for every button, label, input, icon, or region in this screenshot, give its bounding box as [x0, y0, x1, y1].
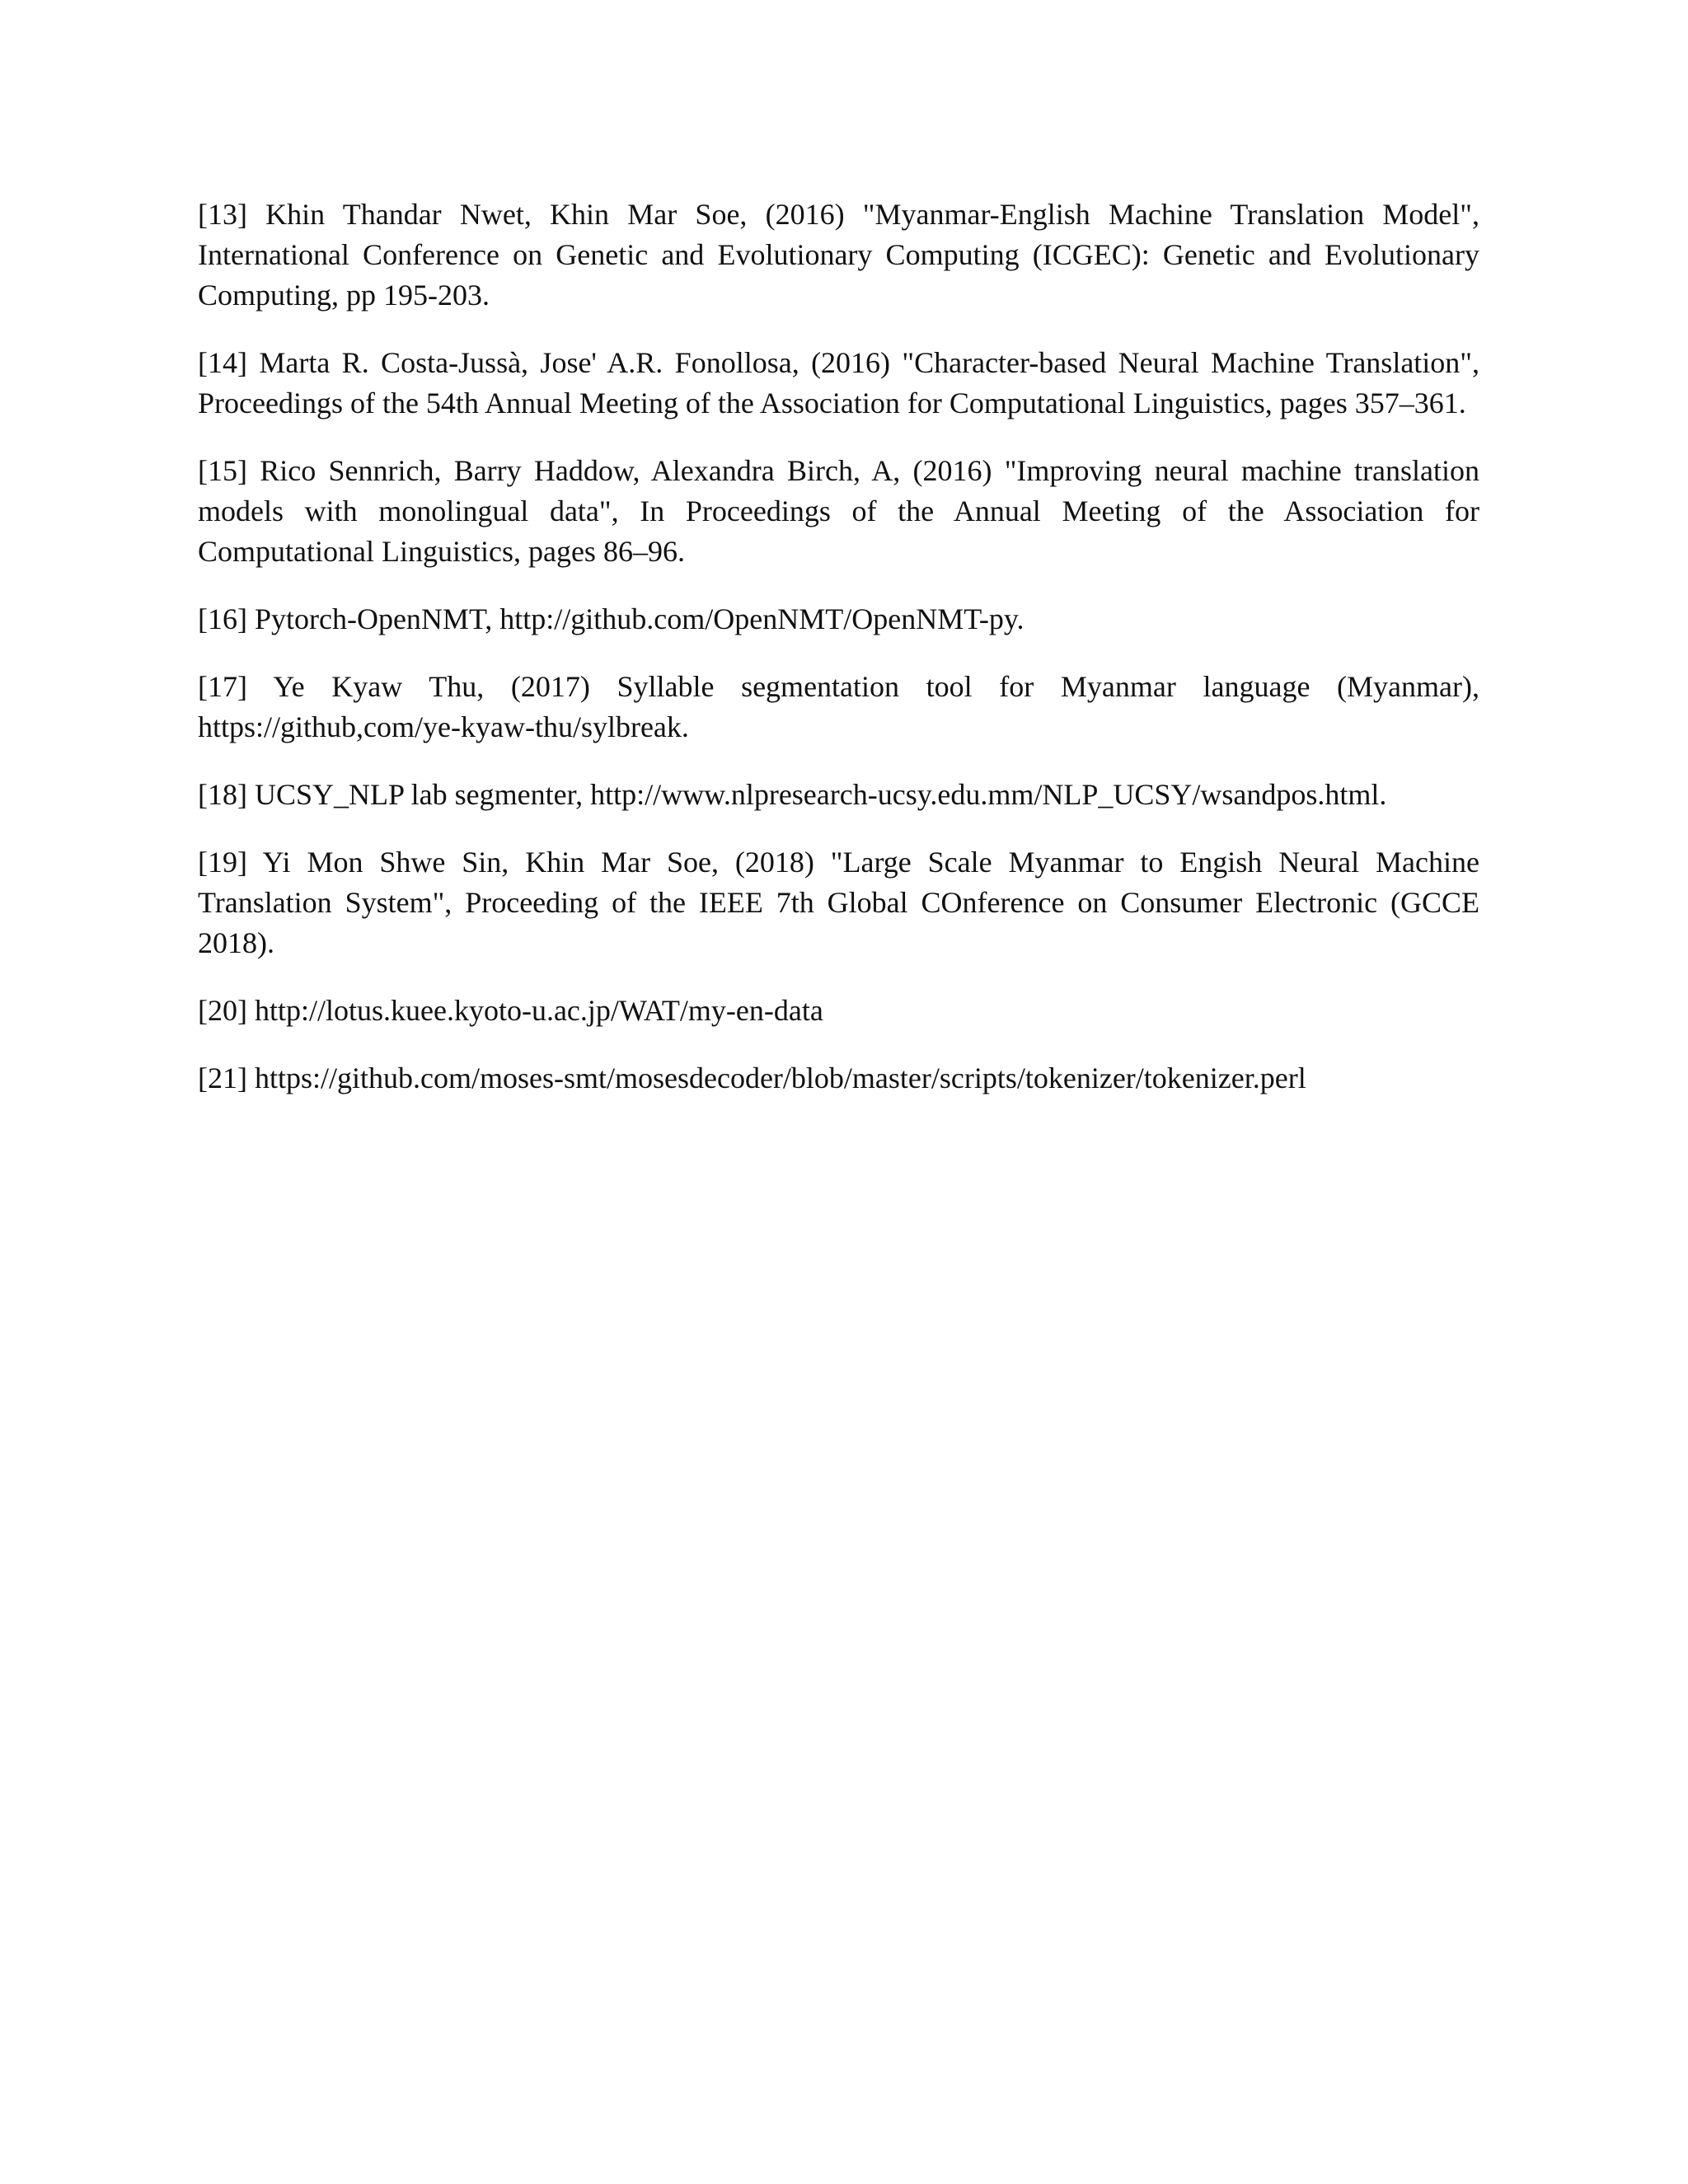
reference-14: [14] Marta R. Costa-Jussà, Jose' A.R. Fonollosa, (2016) "Character-based Neural Machine Translation", Proceedings of the 54th Annual Meeting of the Association for Computational Linguistics, pages 357–361. — [198, 346, 1479, 419]
reference-17: [17] Ye Kyaw Thu, (2017) Syllable segmentation tool for Myanmar language (Myanmar), https://github,com/ye-kyaw-thu/sylbreak. — [198, 670, 1479, 743]
reference-list — [198, 194, 1479, 1126]
reference-13: [13] Khin Thandar Nwet, Khin Mar Soe, (2016) "Myanmar-English Machine Translation Model", International Conference on Genetic and Evolutionary Computing (ICGEC): Genetic and Evolutionary Computing, pp 195-203. — [198, 198, 1479, 312]
reference-18: [18] UCSY_NLP lab segmenter, http://www.nlpresearch-ucsy.edu.mm/NLP_UCSY/wsandpos.html. — [198, 778, 1387, 811]
reference-20: [20] http://lotus.kuee.kyoto-u.ac.jp/WAT/my-en-data — [198, 994, 823, 1027]
reference-15: [15] Rico Sennrich, Barry Haddow, Alexandra Birch, A, (2016) "Improving neural machine translation models with monolingual data", In Proceedings of the Annual Meeting of the Association for Computational Linguistics, pages 86–96. — [198, 454, 1479, 568]
reference-16: [16] Pytorch-OpenNMT, http://github.com/OpenNMT/OpenNMT-py. — [198, 602, 1025, 635]
reference-19: [19] Yi Mon Shwe Sin, Khin Mar Soe, (2018) "Large Scale Myanmar to Engish Neural Machine Translation System", Proceeding of the IEEE 7th Global COnference on Consumer Electronic (GCCE 2018). — [198, 846, 1479, 959]
reference-21: [21] https://github.com/moses-smt/mosesdecoder/blob/master/scripts/tokenizer/tokenizer.perl — [198, 1062, 1306, 1094]
